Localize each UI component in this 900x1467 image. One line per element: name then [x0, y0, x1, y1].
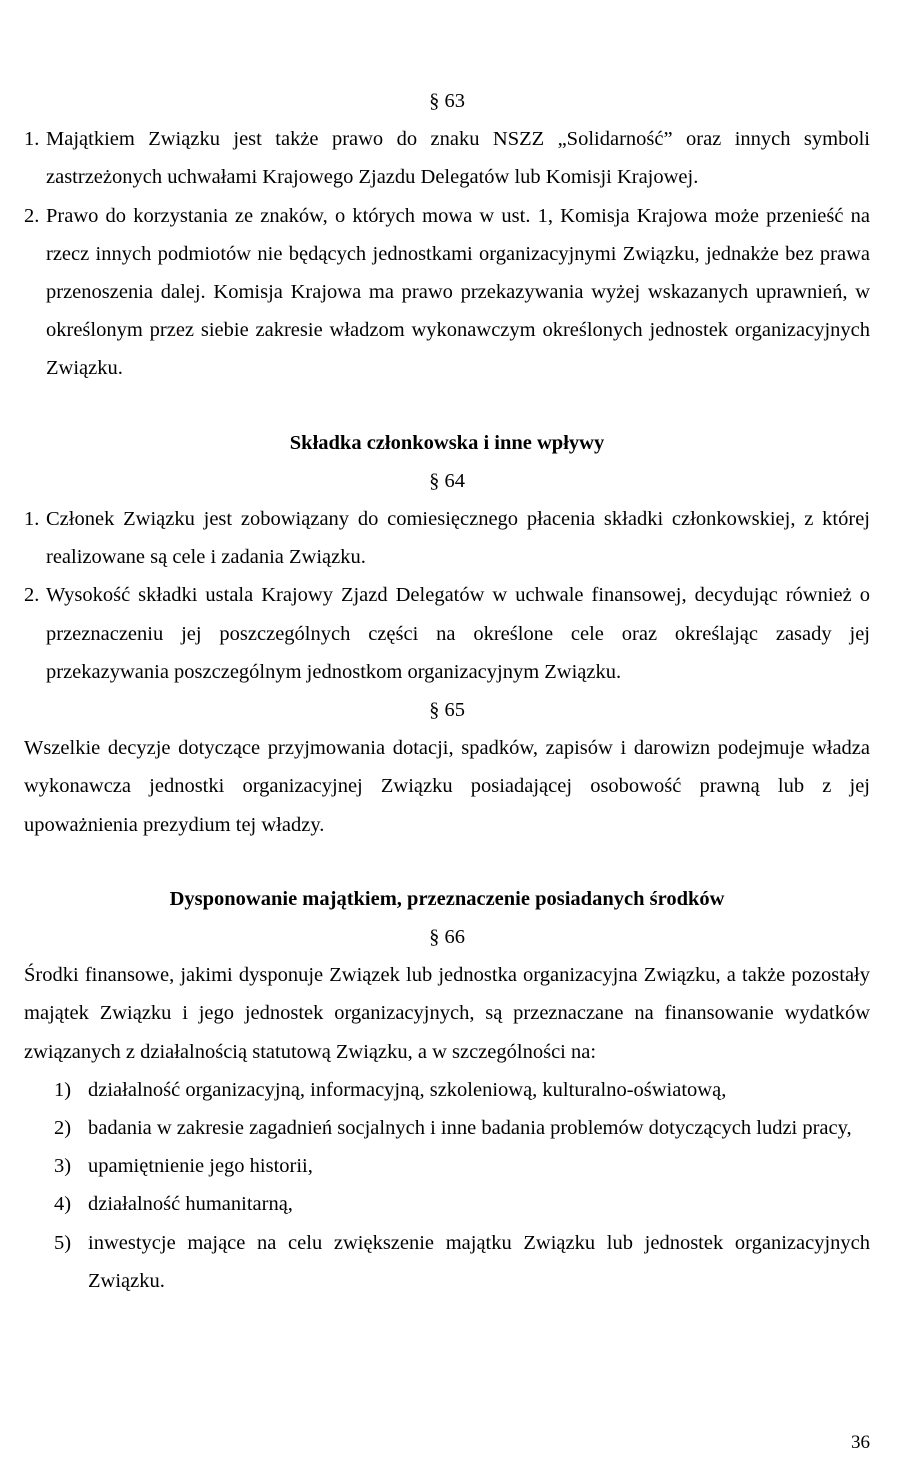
section-heading-asset-disposal: Dysponowanie majątkiem, przeznaczenie posiadanych środków	[169, 887, 725, 910]
item-text: inwestycje mające na celu zwiększenie majątku Związku lub jednostek organizacyjnych Związku.	[88, 1231, 870, 1292]
paragraph-mark-66: § 66	[429, 926, 465, 949]
item-number: 1.	[24, 128, 40, 151]
spacer	[24, 388, 870, 424]
list-item	[54, 1185, 870, 1223]
list-item	[54, 1224, 870, 1300]
item-number: 2.	[24, 584, 40, 607]
list-item	[24, 576, 870, 691]
item-number: 1.	[24, 508, 40, 531]
item-number: 5)	[54, 1231, 72, 1254]
list-item	[54, 1071, 870, 1109]
item-text: działalność humanitarną,	[88, 1193, 293, 1216]
paragraph-mark-65: § 65	[429, 699, 465, 722]
paragraph-text-65: Wszelkie decyzje dotyczące przyjmowania dotacji, spadków, zapisów i darowizn podejmuje władza wykonawcza jednostki organizacyjnej Związku posiadającej osobowość prawną lub z jej upoważnienia prezydium tej władzy.	[24, 737, 870, 836]
page-number: 36	[851, 1432, 870, 1453]
section-heading-membership-fee: Składka członkowska i inne wpływy	[289, 431, 605, 454]
document-page	[24, 82, 870, 1300]
paragraph-intro-66: Środki finansowe, jakimi dysponuje Związek lub jednostka organizacyjna Związku, a także pozostały majątek Związku i jego jednostek organizacyjnych, są przeznaczane na finansowanie wydatków związanych z działalnością statutową Związku, a w szczególności na:	[24, 964, 870, 1063]
item-number: 4)	[54, 1193, 72, 1216]
item-text: Członek Związku jest zobowiązany do comiesięcznego płacenia składki członkowskiej, z której realizowane są cele i zadania Związku.	[46, 508, 870, 569]
paragraph-mark-63: § 63	[429, 90, 465, 112]
list-item	[24, 120, 870, 196]
paragraph-mark-64: § 64	[429, 469, 465, 492]
list-item	[24, 500, 870, 576]
spacer	[24, 844, 870, 880]
item-number: 3)	[54, 1155, 72, 1178]
list-item	[24, 197, 870, 388]
item-number: 2)	[54, 1117, 72, 1140]
enumerated-list	[24, 1071, 870, 1300]
item-text: Wysokość składki ustala Krajowy Zjazd Delegatów w uchwale finansowej, decydując również o przeznaczeniu jej poszczególnych części na określone cele oraz określając zasady jej przekazywania poszczególnym jednostkom organizacyjnym Związku.	[46, 584, 870, 683]
item-number: 1)	[54, 1078, 72, 1101]
item-number: 2.	[24, 204, 40, 227]
item-text: badania w zakresie zagadnień socjalnych i inne badania problemów dotyczących ludzi pracy,	[88, 1117, 852, 1140]
item-text: Prawo do korzystania ze znaków, o których mowa w ust. 1, Komisja Krajowa może przenieść na rzecz innych podmiotów nie będących jednostkami organizacyjnymi Związku, jednakże bez prawa przenoszenia dalej. Komisja Krajowa ma prawo przekazywania wyżej wskazanych uprawnień, w określonym przez siebie zakresie władzom wykonawczym określonych jednostek organizacyjnych Związku.	[46, 204, 870, 380]
item-text: Majątkiem Związku jest także prawo do znaku NSZZ „Solidarność” oraz innych symboli zastrzeżonych uchwałami Krajowego Zjazdu Delegatów lub Komisji Krajowej.	[46, 128, 870, 189]
list-item	[54, 1147, 870, 1185]
item-text: działalność organizacyjną, informacyjną, szkoleniową, kulturalno-oświatową,	[88, 1078, 727, 1101]
list-item	[54, 1109, 870, 1147]
item-text: upamiętnienie jego historii,	[88, 1155, 313, 1178]
